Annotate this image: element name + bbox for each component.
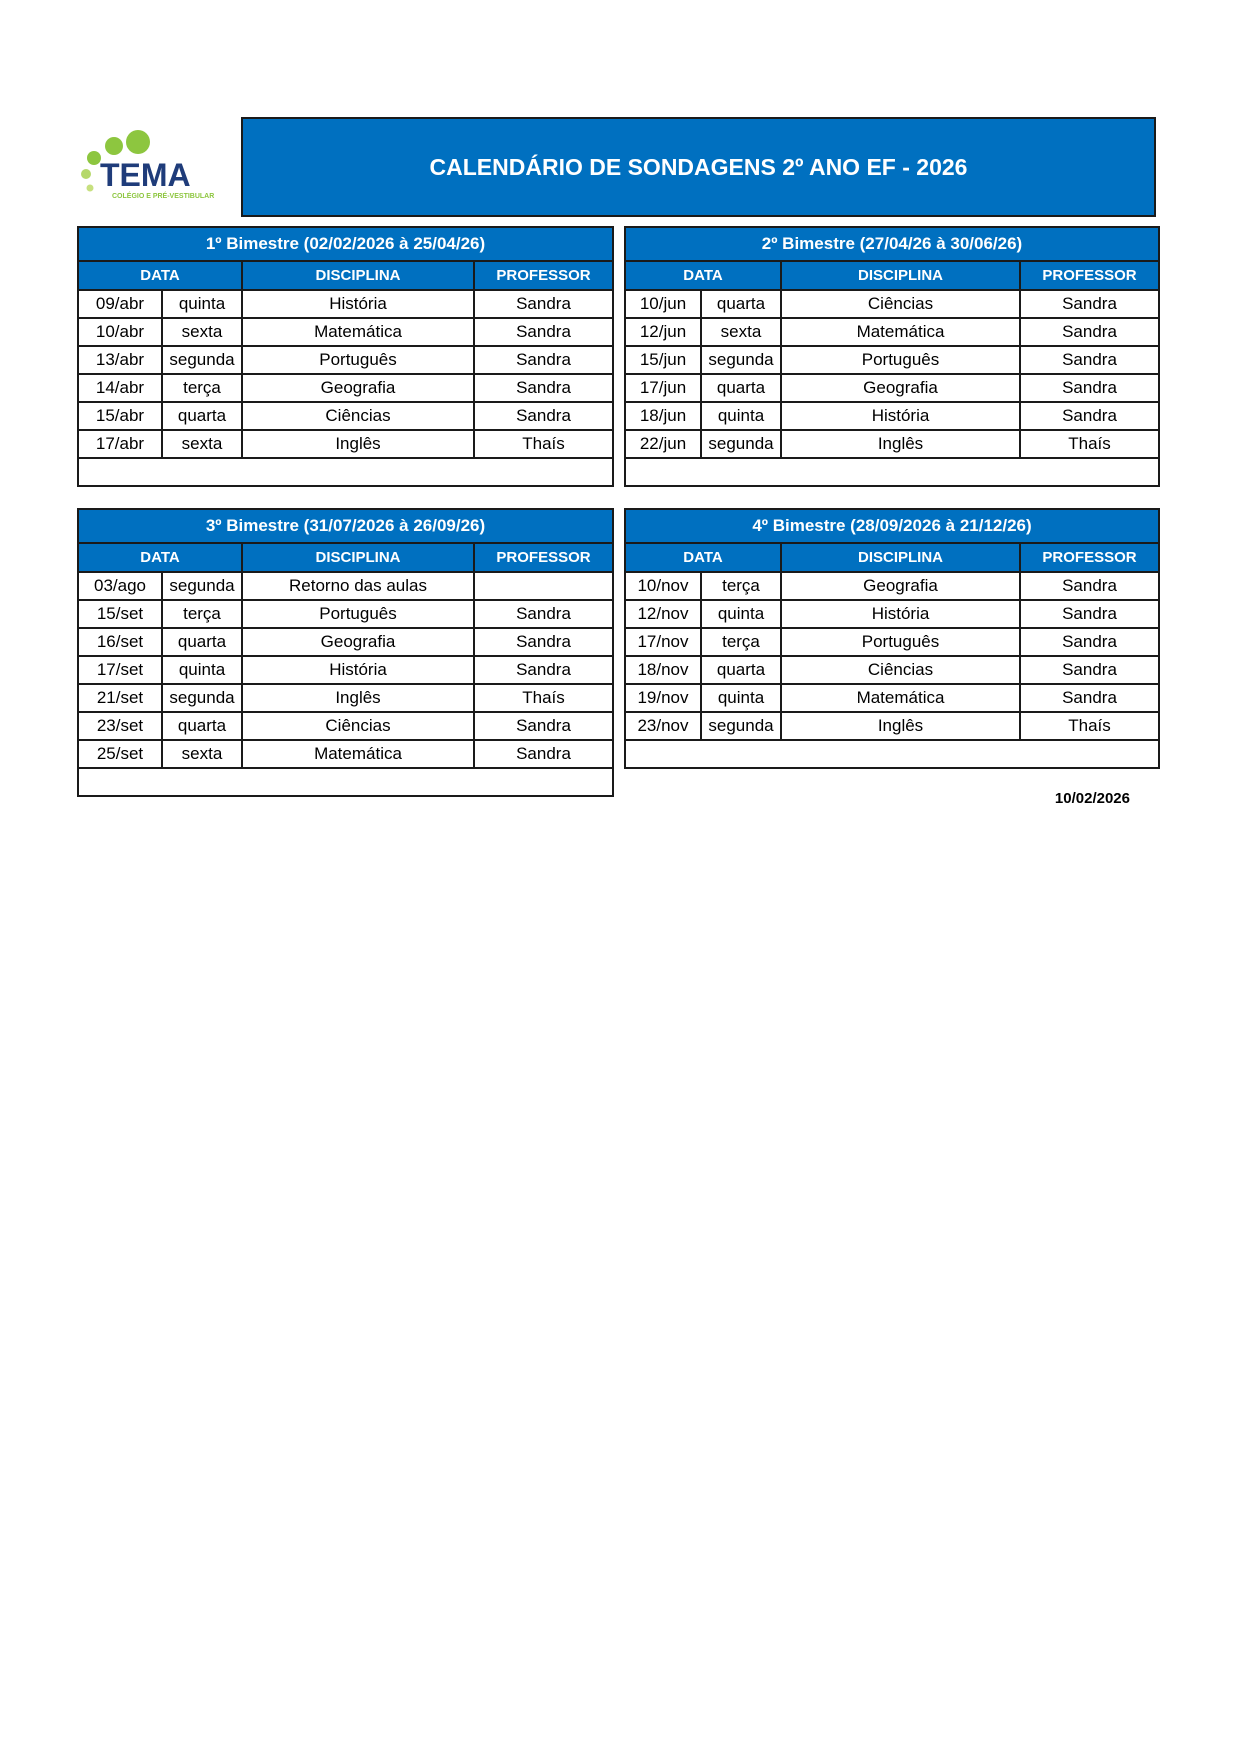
row-professor: Sandra <box>1020 656 1158 684</box>
row-disciplina: Matemática <box>242 318 474 346</box>
row-weekday: quarta <box>162 712 242 740</box>
row-weekday: quarta <box>701 656 781 684</box>
table-row <box>626 430 1158 458</box>
row-weekday: sexta <box>162 430 242 458</box>
table-row <box>626 600 1158 628</box>
row-date: 14/abr <box>79 374 162 402</box>
row-date: 12/jun <box>626 318 701 346</box>
row-weekday: quarta <box>701 374 781 402</box>
bimestre-3-table <box>77 508 614 797</box>
row-professor: Sandra <box>1020 290 1158 318</box>
row-disciplina: Português <box>781 628 1020 656</box>
empty-row <box>626 458 1158 485</box>
row-professor: Thaís <box>474 684 612 712</box>
row-disciplina: Inglês <box>781 712 1020 740</box>
row-disciplina: Português <box>242 600 474 628</box>
row-disciplina: Português <box>781 346 1020 374</box>
logo-name: TEMA <box>100 157 191 193</box>
table-row <box>79 684 612 712</box>
row-disciplina: Ciências <box>781 290 1020 318</box>
bimestre-title: 2º Bimestre (27/04/26 à 30/06/26) <box>626 228 1158 262</box>
tema-logo <box>78 128 238 204</box>
row-date: 23/nov <box>626 712 701 740</box>
empty-row <box>626 740 1158 767</box>
row-professor: Sandra <box>1020 318 1158 346</box>
row-date: 17/set <box>79 656 162 684</box>
table-row <box>626 346 1158 374</box>
footer-date: 10/02/2026 <box>1054 790 1130 807</box>
row-weekday: segunda <box>701 430 781 458</box>
row-date: 09/abr <box>79 290 162 318</box>
row-weekday: quinta <box>701 600 781 628</box>
table-row <box>626 656 1158 684</box>
header-disciplina: DISCIPLINA <box>242 544 474 572</box>
row-date: 18/nov <box>626 656 701 684</box>
table-row <box>79 430 612 458</box>
row-disciplina: Inglês <box>242 684 474 712</box>
table-row <box>79 318 612 346</box>
table-row <box>79 740 612 768</box>
header-data: DATA <box>626 544 781 572</box>
table-row <box>79 290 612 318</box>
empty-row <box>79 768 612 795</box>
row-disciplina: Inglês <box>781 430 1020 458</box>
row-professor: Sandra <box>1020 684 1158 712</box>
header-disciplina: DISCIPLINA <box>242 262 474 290</box>
table-row <box>626 318 1158 346</box>
table-row <box>626 374 1158 402</box>
row-professor: Sandra <box>474 318 612 346</box>
row-disciplina: História <box>242 656 474 684</box>
row-date: 21/set <box>79 684 162 712</box>
row-date: 15/abr <box>79 402 162 430</box>
header-professor: PROFESSOR <box>1020 262 1158 290</box>
table-row <box>79 628 612 656</box>
row-professor: Sandra <box>1020 346 1158 374</box>
row-disciplina: História <box>242 290 474 318</box>
table-row <box>626 290 1158 318</box>
row-professor: Sandra <box>1020 374 1158 402</box>
row-date: 17/abr <box>79 430 162 458</box>
empty-row <box>79 458 612 485</box>
row-professor: Thaís <box>1020 430 1158 458</box>
header-professor: PROFESSOR <box>474 262 612 290</box>
row-disciplina: Ciências <box>242 712 474 740</box>
table-row <box>79 346 612 374</box>
row-disciplina: Geografia <box>242 628 474 656</box>
header-professor: PROFESSOR <box>474 544 612 572</box>
table-row <box>79 600 612 628</box>
table-row <box>626 572 1158 600</box>
row-disciplina: Geografia <box>781 374 1020 402</box>
row-weekday: terça <box>162 600 242 628</box>
row-professor: Sandra <box>1020 600 1158 628</box>
row-professor: Sandra <box>474 628 612 656</box>
row-weekday: terça <box>701 628 781 656</box>
table-row <box>626 402 1158 430</box>
logo-tagline: COLÉGIO E PRÉ-VESTIBULAR <box>112 193 215 200</box>
table-row <box>626 712 1158 740</box>
row-disciplina: Matemática <box>242 740 474 768</box>
row-disciplina: Ciências <box>781 656 1020 684</box>
header-data: DATA <box>79 544 242 572</box>
row-date: 22/jun <box>626 430 701 458</box>
row-date: 10/nov <box>626 572 701 600</box>
page-title: CALENDÁRIO DE SONDAGENS 2º ANO EF - 2026 <box>241 117 1156 217</box>
row-weekday: quarta <box>701 290 781 318</box>
row-weekday: segunda <box>701 346 781 374</box>
row-professor: Sandra <box>474 290 612 318</box>
row-professor: Sandra <box>474 656 612 684</box>
row-disciplina: Geografia <box>781 572 1020 600</box>
row-date: 13/abr <box>79 346 162 374</box>
row-weekday: terça <box>701 572 781 600</box>
row-weekday: segunda <box>162 346 242 374</box>
row-date: 16/set <box>79 628 162 656</box>
row-date: 03/ago <box>79 572 162 600</box>
row-date: 15/set <box>79 600 162 628</box>
row-disciplina: Geografia <box>242 374 474 402</box>
table-row <box>79 712 612 740</box>
row-weekday: terça <box>162 374 242 402</box>
row-professor: Sandra <box>1020 572 1158 600</box>
row-professor <box>474 572 612 600</box>
row-professor: Sandra <box>474 600 612 628</box>
row-professor: Sandra <box>474 346 612 374</box>
row-date: 19/nov <box>626 684 701 712</box>
row-professor: Sandra <box>1020 402 1158 430</box>
table-row <box>79 572 612 600</box>
row-weekday: quarta <box>162 628 242 656</box>
row-professor: Sandra <box>474 374 612 402</box>
row-professor: Sandra <box>474 740 612 768</box>
bimestre-title: 1º Bimestre (02/02/2026 à 25/04/26) <box>79 228 612 262</box>
row-professor: Sandra <box>474 402 612 430</box>
row-disciplina: Ciências <box>242 402 474 430</box>
bimestre-2-table <box>624 226 1160 487</box>
row-weekday: sexta <box>162 318 242 346</box>
row-weekday: quarta <box>162 402 242 430</box>
row-disciplina: Português <box>242 346 474 374</box>
row-disciplina: Matemática <box>781 318 1020 346</box>
row-disciplina: Retorno das aulas <box>242 572 474 600</box>
header-disciplina: DISCIPLINA <box>781 262 1020 290</box>
bimestre-1-table <box>77 226 614 487</box>
row-professor: Thaís <box>1020 712 1158 740</box>
table-row <box>626 684 1158 712</box>
bimestre-title: 4º Bimestre (28/09/2026 à 21/12/26) <box>626 510 1158 544</box>
row-date: 17/jun <box>626 374 701 402</box>
row-date: 18/jun <box>626 402 701 430</box>
row-date: 25/set <box>79 740 162 768</box>
row-professor: Sandra <box>474 712 612 740</box>
bimestre-title: 3º Bimestre (31/07/2026 à 26/09/26) <box>79 510 612 544</box>
row-weekday: quinta <box>701 684 781 712</box>
table-row <box>79 656 612 684</box>
row-disciplina: Matemática <box>781 684 1020 712</box>
row-weekday: segunda <box>162 684 242 712</box>
header-data: DATA <box>626 262 781 290</box>
table-row <box>626 628 1158 656</box>
header-data: DATA <box>79 262 242 290</box>
row-disciplina: História <box>781 600 1020 628</box>
header-disciplina: DISCIPLINA <box>781 544 1020 572</box>
row-disciplina: Inglês <box>242 430 474 458</box>
row-weekday: quinta <box>701 402 781 430</box>
row-weekday: sexta <box>162 740 242 768</box>
row-professor: Sandra <box>1020 628 1158 656</box>
row-weekday: quinta <box>162 290 242 318</box>
row-date: 17/nov <box>626 628 701 656</box>
row-weekday: segunda <box>162 572 242 600</box>
row-professor: Thaís <box>474 430 612 458</box>
row-date: 10/jun <box>626 290 701 318</box>
row-date: 10/abr <box>79 318 162 346</box>
row-disciplina: História <box>781 402 1020 430</box>
row-date: 12/nov <box>626 600 701 628</box>
row-weekday: quinta <box>162 656 242 684</box>
bimestre-4-table <box>624 508 1160 769</box>
table-row <box>79 402 612 430</box>
header-professor: PROFESSOR <box>1020 544 1158 572</box>
row-date: 15/jun <box>626 346 701 374</box>
row-weekday: segunda <box>701 712 781 740</box>
row-date: 23/set <box>79 712 162 740</box>
row-weekday: sexta <box>701 318 781 346</box>
table-row <box>79 374 612 402</box>
